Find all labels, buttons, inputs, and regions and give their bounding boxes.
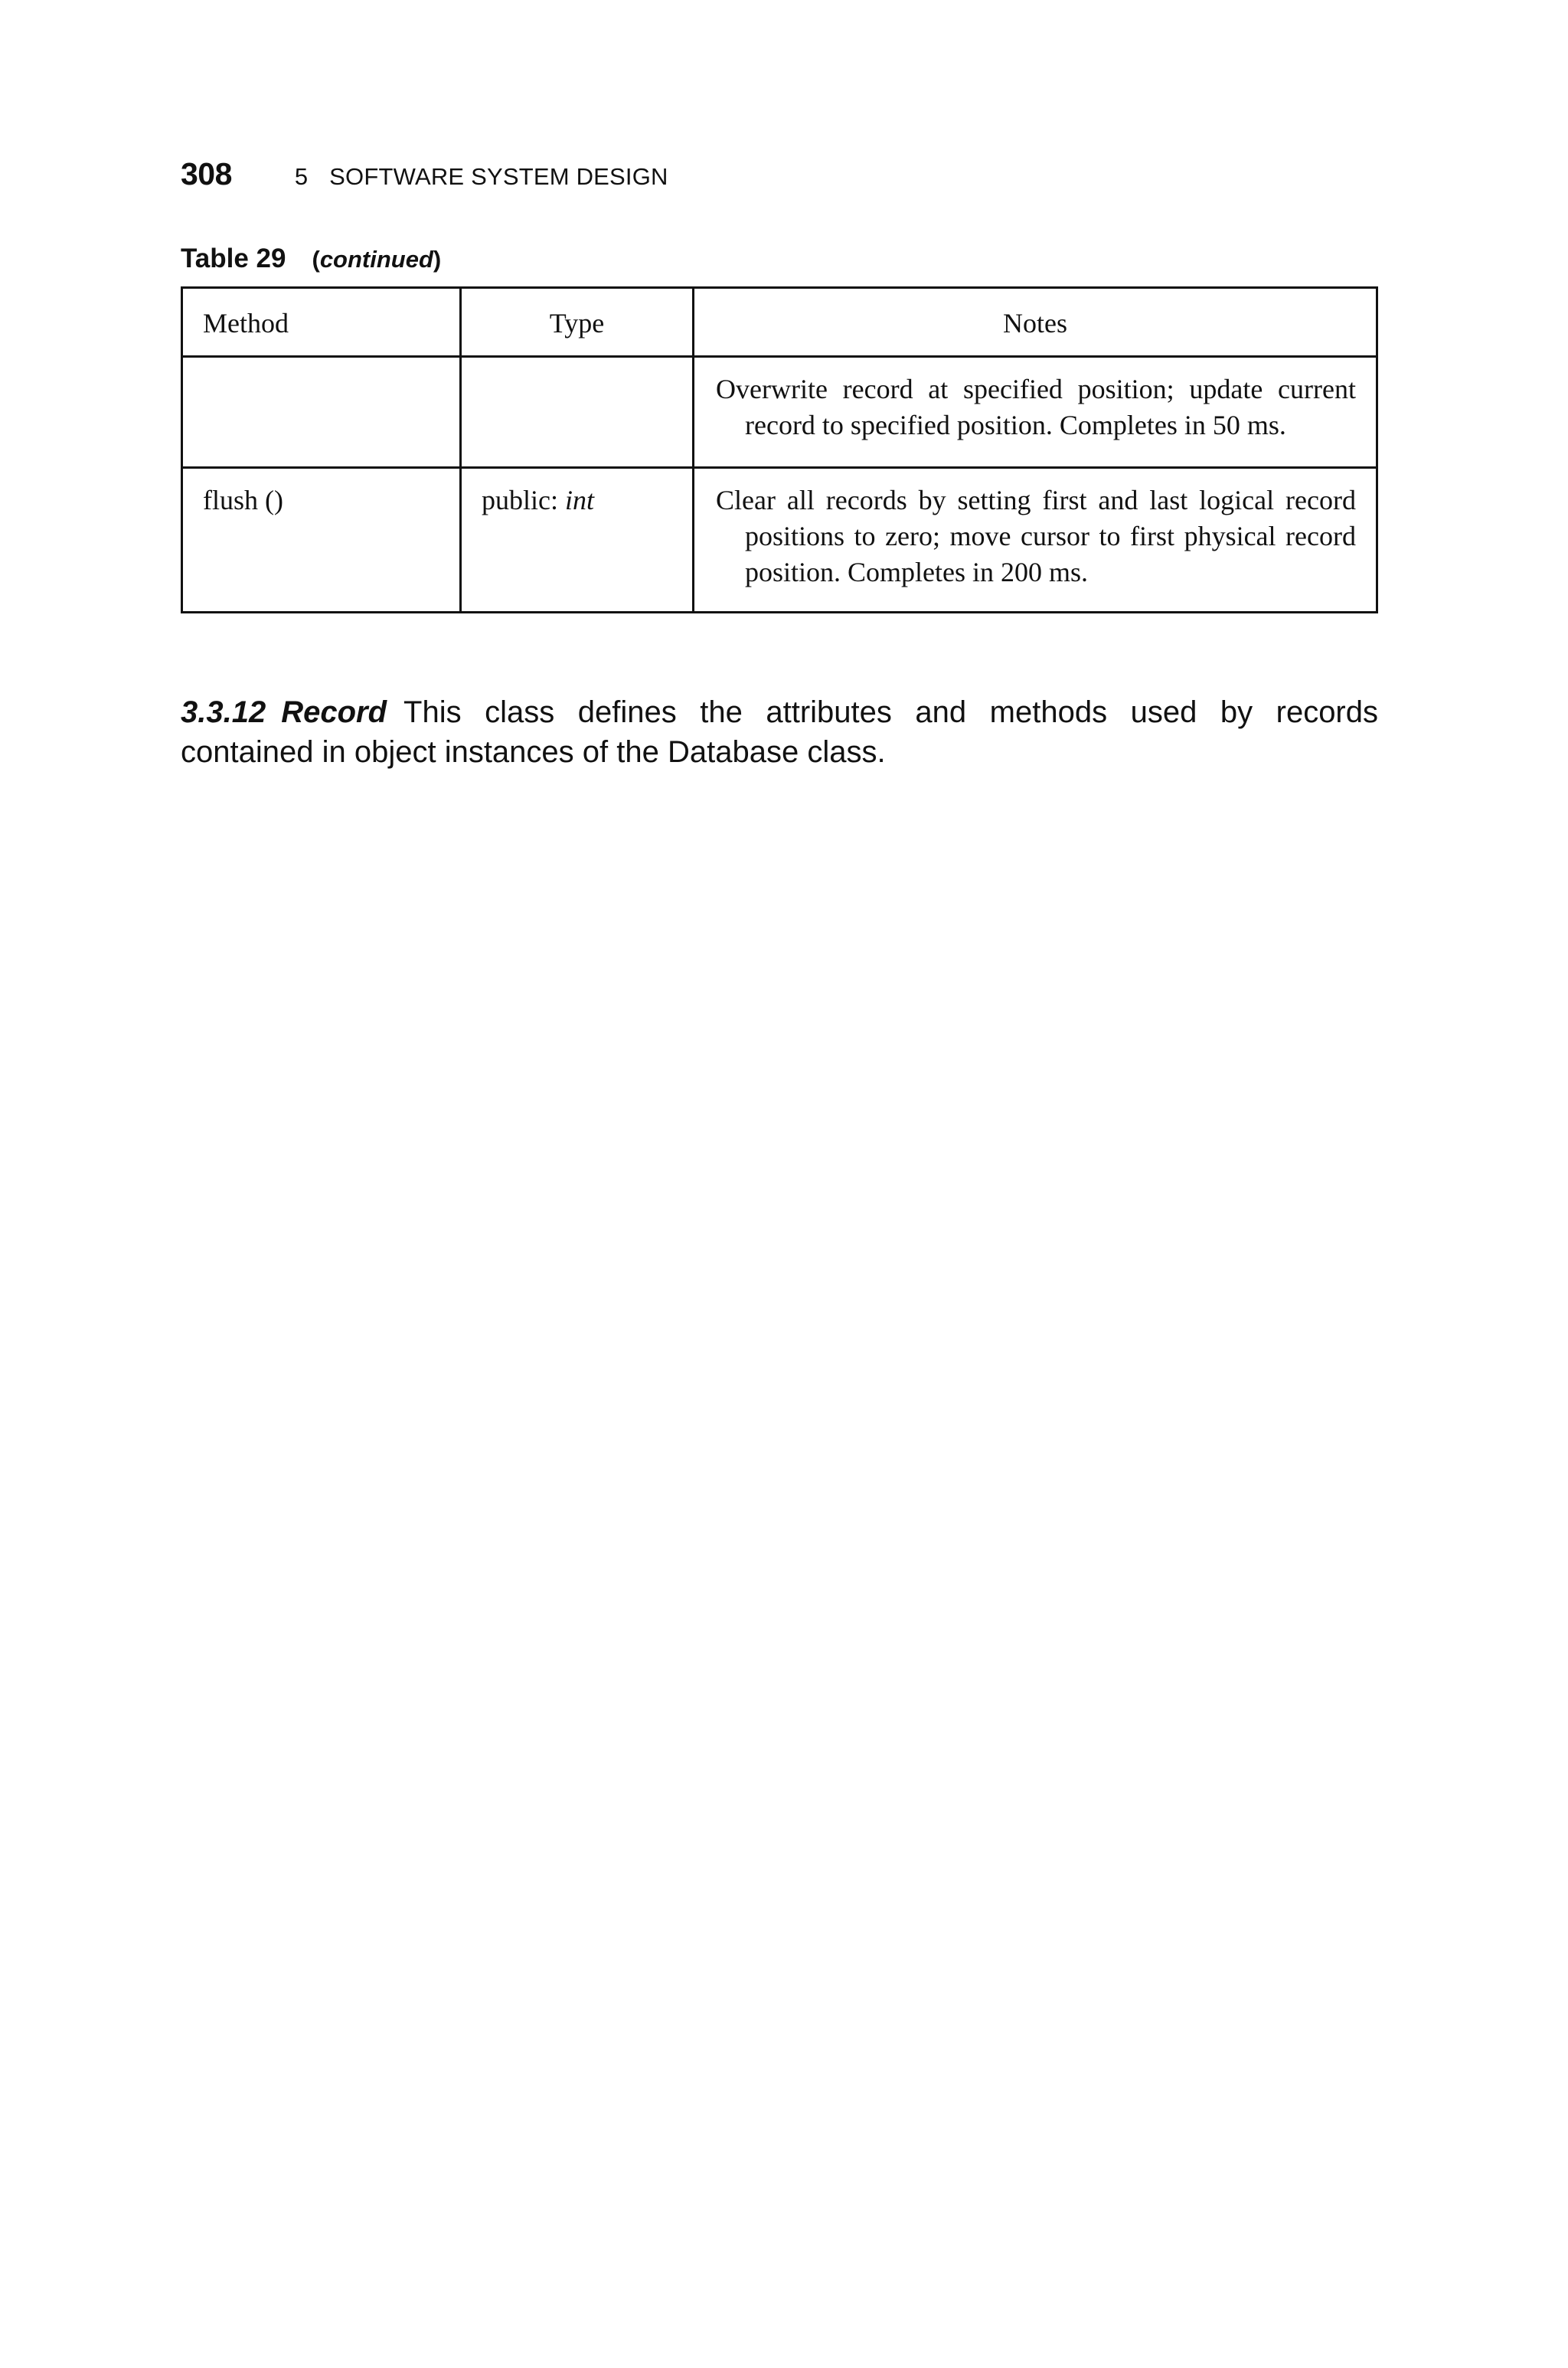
- table-caption: [181, 244, 441, 274]
- type-cell: [461, 468, 694, 613]
- section-number: 3.3.12: [181, 695, 266, 729]
- table-row: [182, 357, 1377, 468]
- notes-cell: Clear all records by setting first and last logical record positions to zero; move cursor to first physical record position. Completes in 200 ms.: [694, 468, 1377, 613]
- method-cell: flush (): [182, 468, 461, 613]
- column-header-notes: Notes: [694, 288, 1377, 357]
- table-continued-note: [312, 246, 441, 273]
- notes-cell: Overwrite record at specified position; update current record to specified position. Completes in 50 ms.: [694, 357, 1377, 468]
- section-paragraph: [181, 692, 1378, 772]
- table-header-row: [182, 288, 1377, 357]
- type-kind: int: [564, 485, 594, 515]
- continued-word: continued: [319, 246, 433, 273]
- type-prefix: public:: [482, 485, 565, 515]
- type-cell: [461, 357, 694, 468]
- section-title: Record: [281, 695, 387, 729]
- column-header-method: Method: [182, 288, 461, 357]
- continued-open-paren: (: [312, 246, 320, 273]
- continued-close-paren: ): [433, 246, 442, 273]
- methods-table: [181, 286, 1378, 613]
- column-header-type: Type: [461, 288, 694, 357]
- chapter-number: 5: [294, 163, 309, 190]
- table-label: Table 29: [181, 244, 286, 273]
- running-head: [181, 156, 668, 202]
- chapter-title: SOFTWARE SYSTEM DESIGN: [329, 163, 668, 190]
- section-text: This class defines the attributes and methods used by records contained in object instances of the Database class.: [181, 695, 1378, 769]
- method-cell: [182, 357, 461, 468]
- table-row: [182, 468, 1377, 613]
- page-number: 308: [181, 156, 232, 191]
